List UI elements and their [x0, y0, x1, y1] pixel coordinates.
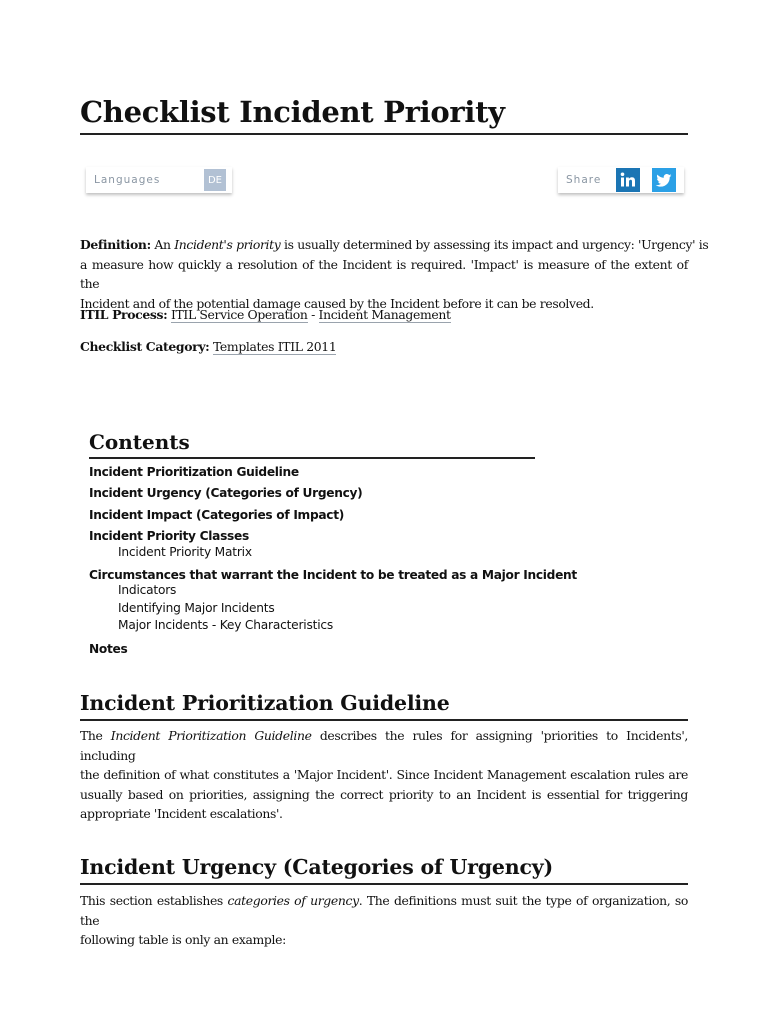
definition-line1: is usually determined by assessing its impact and urgency: 'Urgency' is [284, 237, 709, 252]
section-prioritization-guideline-heading: Incident Prioritization Guideline [80, 689, 688, 721]
toc-item-indicators[interactable]: Indicators [118, 583, 177, 597]
languages-label: Languages [94, 174, 161, 186]
contents-heading: Contents [89, 428, 535, 459]
language-de-button[interactable]: DE [204, 169, 226, 191]
itil-process-separator: - [311, 307, 315, 322]
table-of-contents [89, 428, 577, 656]
itil-process-line [80, 305, 688, 325]
checklist-category-label: Checklist Category: [80, 339, 210, 354]
definition-label: Definition: [80, 237, 151, 252]
section1-line3: usually based on priorities, assigning the correct priority to an Incident is essential for triggering [80, 786, 688, 802]
toc-item-incident-impact[interactable]: Incident Impact (Categories of Impact) [89, 508, 345, 522]
section2-line2: following table is only an example: [80, 932, 286, 947]
page-title: Checklist Incident Priority [80, 92, 688, 135]
section1-line1: describes the rules for assigning 'priorities to Incidents', including [80, 728, 689, 763]
linkedin-icon[interactable] [616, 168, 640, 192]
templates-itil-2011-link[interactable]: Templates ITIL 2011 [212, 339, 337, 354]
section1-line2: the definition of what constitutes a 'Major Incident'. Since Incident Management escalation rules are [80, 767, 688, 782]
section-prioritization-guideline-text [80, 726, 688, 824]
section2-pre: This section establishes [80, 893, 223, 908]
definition-line3: Incident and of the potential damage caused by the Incident before it can be resolved. [80, 295, 594, 311]
section-incident-urgency-heading: Incident Urgency (Categories of Urgency) [80, 853, 688, 885]
toc-item-notes[interactable]: Notes [89, 642, 128, 656]
definition-pre: An [154, 237, 171, 252]
toc-item-key-characteristics[interactable]: Major Incidents - Key Characteristics [118, 618, 334, 632]
share-label: Share [566, 174, 602, 186]
section-incident-urgency-text [80, 891, 688, 950]
incident-management-link[interactable]: Incident Management [318, 307, 451, 322]
section2-term: categories of urgency [227, 893, 359, 908]
toc-item-priority-matrix[interactable]: Incident Priority Matrix [118, 545, 252, 559]
toc-item-incident-urgency[interactable]: Incident Urgency (Categories of Urgency) [89, 486, 363, 500]
toc-item-identifying-major-incidents[interactable]: Identifying Major Incidents [118, 601, 275, 615]
definition-paragraph [80, 235, 709, 313]
languages-box [86, 167, 232, 193]
toc-item-priority-classes[interactable]: Incident Priority Classes [89, 529, 249, 543]
section2-line1: . The definitions must suit the type of organization, so the [80, 893, 688, 928]
definition-line2: a measure how quickly a resolution of the Incident is required. 'Impact' is measure of the extent of the [80, 256, 688, 291]
section1-term: Incident Prioritization Guideline [110, 728, 312, 743]
section1-pre: The [80, 728, 103, 743]
itil-service-operation-link[interactable]: ITIL Service Operation [170, 307, 308, 322]
toc-item-prioritization-guideline[interactable]: Incident Prioritization Guideline [89, 465, 299, 479]
toc-item-major-incident-circumstances[interactable]: Circumstances that warrant the Incident to be treated as a Major Incident [89, 568, 577, 582]
share-box [558, 167, 684, 193]
checklist-category-line [80, 337, 688, 357]
itil-process-label: ITIL Process: [80, 307, 168, 322]
definition-term: Incident's priority [174, 237, 281, 252]
twitter-icon[interactable] [652, 168, 676, 192]
section1-line4: appropriate 'Incident escalations'. [80, 806, 283, 821]
